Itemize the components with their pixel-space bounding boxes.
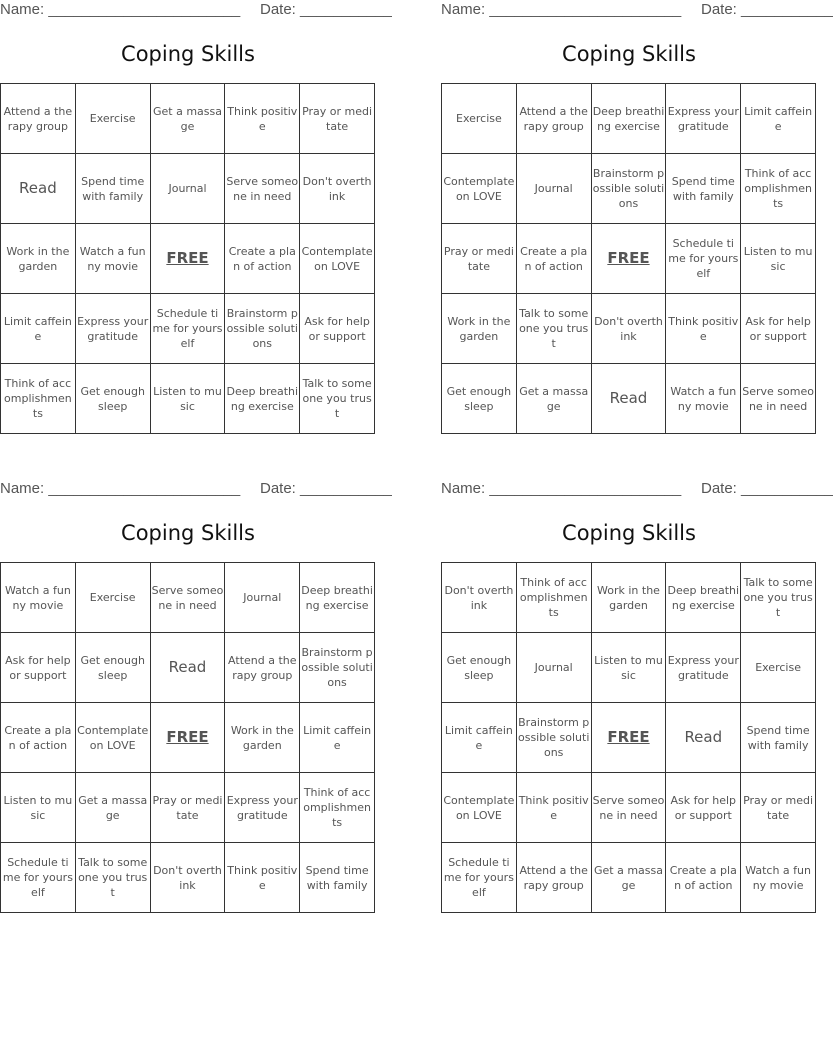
name-field-label: Name: _______________________ <box>0 480 241 497</box>
bingo-cell: Think of accomplishments <box>1 364 76 434</box>
bingo-cell: Pray or meditate <box>300 84 375 154</box>
bingo-cell: Read <box>151 633 226 703</box>
bingo-cell: Express your gratitude <box>225 773 300 843</box>
bingo-cell: Exercise <box>76 84 151 154</box>
card-header <box>441 479 833 499</box>
bingo-cell: Contemplate on LOVE <box>442 154 517 224</box>
bingo-cell: Don't overthink <box>592 294 667 364</box>
bingo-cell: Spend time with family <box>666 154 741 224</box>
card-title: Coping Skills <box>562 521 696 545</box>
bingo-cell: Work in the garden <box>1 224 76 294</box>
bingo-cell: Brainstorm possible solutions <box>517 703 592 773</box>
bingo-cell: Limit caffeine <box>1 294 76 364</box>
bingo-cell: Exercise <box>741 633 816 703</box>
bingo-cell: Watch a funny movie <box>76 224 151 294</box>
bingo-cell: Contemplate on LOVE <box>300 224 375 294</box>
bingo-cell: Watch a funny movie <box>741 843 816 913</box>
bingo-cell: Think positive <box>225 843 300 913</box>
bingo-cell: Work in the garden <box>225 703 300 773</box>
bingo-grid <box>0 83 375 434</box>
bingo-cell: Contemplate on LOVE <box>76 703 151 773</box>
bingo-cell: Talk to someone you trust <box>741 563 816 633</box>
bingo-grid <box>0 562 375 913</box>
bingo-cell: Think of accomplishments <box>741 154 816 224</box>
bingo-cell: Journal <box>517 154 592 224</box>
bingo-cell: Don't overthink <box>151 843 226 913</box>
card-header <box>0 479 392 499</box>
date-field-label: Date: ___________ <box>701 480 833 497</box>
bingo-cell: Schedule time for yourself <box>442 843 517 913</box>
bingo-cell: Ask for help or support <box>741 294 816 364</box>
bingo-cell: Get a massage <box>151 84 226 154</box>
bingo-cell: Pray or meditate <box>442 224 517 294</box>
card-header <box>441 0 833 20</box>
free-space-cell: FREE <box>592 224 667 294</box>
bingo-cell: Create a plan of action <box>517 224 592 294</box>
card-title: Coping Skills <box>562 42 696 66</box>
bingo-cell: Get a massage <box>517 364 592 434</box>
bingo-cell: Exercise <box>76 563 151 633</box>
date-field-label: Date: ___________ <box>701 1 833 18</box>
bingo-cell: Deep breathing exercise <box>225 364 300 434</box>
bingo-cell: Read <box>1 154 76 224</box>
free-space-cell: FREE <box>151 224 226 294</box>
bingo-cell: Ask for help or support <box>666 773 741 843</box>
bingo-cell: Ask for help or support <box>300 294 375 364</box>
bingo-cell: Think positive <box>666 294 741 364</box>
bingo-cell: Schedule time for yourself <box>1 843 76 913</box>
bingo-cell: Schedule time for yourself <box>666 224 741 294</box>
bingo-cell: Create a plan of action <box>225 224 300 294</box>
bingo-cell: Think of accomplishments <box>300 773 375 843</box>
bingo-cell: Don't overthink <box>300 154 375 224</box>
bingo-cell: Schedule time for yourself <box>151 294 226 364</box>
bingo-cell: Get enough sleep <box>76 633 151 703</box>
bingo-cell: Serve someone in need <box>741 364 816 434</box>
name-field-label: Name: _______________________ <box>441 1 682 18</box>
bingo-grid <box>441 562 816 913</box>
bingo-cell: Attend a therapy group <box>1 84 76 154</box>
card-header <box>0 0 392 20</box>
bingo-cell: Serve someone in need <box>592 773 667 843</box>
bingo-cell: Listen to music <box>741 224 816 294</box>
bingo-cell: Read <box>592 364 667 434</box>
bingo-cell: Limit caffeine <box>300 703 375 773</box>
bingo-cell: Brainstorm possible solutions <box>300 633 375 703</box>
name-field-label: Name: _______________________ <box>0 1 241 18</box>
free-space-cell: FREE <box>592 703 667 773</box>
bingo-cell: Listen to music <box>151 364 226 434</box>
bingo-cell: Think positive <box>517 773 592 843</box>
bingo-cell: Deep breathing exercise <box>666 563 741 633</box>
bingo-cell: Get enough sleep <box>76 364 151 434</box>
date-field-label: Date: ___________ <box>260 480 392 497</box>
bingo-grid <box>441 83 816 434</box>
bingo-cell: Talk to someone you trust <box>517 294 592 364</box>
bingo-cell: Attend a therapy group <box>517 84 592 154</box>
bingo-cell: Create a plan of action <box>1 703 76 773</box>
bingo-cell: Deep breathing exercise <box>592 84 667 154</box>
bingo-cell: Listen to music <box>592 633 667 703</box>
bingo-cell: Get a massage <box>592 843 667 913</box>
bingo-cell: Journal <box>517 633 592 703</box>
bingo-cell: Deep breathing exercise <box>300 563 375 633</box>
bingo-cell: Serve someone in need <box>151 563 226 633</box>
bingo-cell: Spend time with family <box>76 154 151 224</box>
bingo-cell: Limit caffeine <box>442 703 517 773</box>
bingo-cell: Spend time with family <box>300 843 375 913</box>
bingo-cell: Express your gratitude <box>666 633 741 703</box>
bingo-cell: Work in the garden <box>592 563 667 633</box>
bingo-cell: Exercise <box>442 84 517 154</box>
bingo-cell: Talk to someone you trust <box>300 364 375 434</box>
bingo-cell: Listen to music <box>1 773 76 843</box>
bingo-cell: Read <box>666 703 741 773</box>
bingo-cell: Journal <box>225 563 300 633</box>
bingo-cell: Watch a funny movie <box>666 364 741 434</box>
bingo-cell: Limit caffeine <box>741 84 816 154</box>
bingo-cell: Pray or meditate <box>151 773 226 843</box>
bingo-cell: Work in the garden <box>442 294 517 364</box>
bingo-cell: Get a massage <box>76 773 151 843</box>
bingo-cell: Spend time with family <box>741 703 816 773</box>
bingo-cell: Talk to someone you trust <box>76 843 151 913</box>
bingo-cell: Pray or meditate <box>741 773 816 843</box>
bingo-cell: Brainstorm possible solutions <box>225 294 300 364</box>
bingo-cell: Express your gratitude <box>666 84 741 154</box>
bingo-cell: Create a plan of action <box>666 843 741 913</box>
bingo-cell: Watch a funny movie <box>1 563 76 633</box>
bingo-cell: Serve someone in need <box>225 154 300 224</box>
bingo-cell: Don't overthink <box>442 563 517 633</box>
bingo-cell: Express your gratitude <box>76 294 151 364</box>
bingo-cell: Get enough sleep <box>442 364 517 434</box>
bingo-cell: Get enough sleep <box>442 633 517 703</box>
bingo-cell: Attend a therapy group <box>517 843 592 913</box>
bingo-cell: Think positive <box>225 84 300 154</box>
card-title: Coping Skills <box>121 42 255 66</box>
free-space-cell: FREE <box>151 703 226 773</box>
bingo-cell: Think of accomplishments <box>517 563 592 633</box>
name-field-label: Name: _______________________ <box>441 480 682 497</box>
bingo-cell: Attend a therapy group <box>225 633 300 703</box>
date-field-label: Date: ___________ <box>260 1 392 18</box>
bingo-cell: Contemplate on LOVE <box>442 773 517 843</box>
bingo-cell: Ask for help or support <box>1 633 76 703</box>
bingo-cell: Journal <box>151 154 226 224</box>
bingo-cell: Brainstorm possible solutions <box>592 154 667 224</box>
card-title: Coping Skills <box>121 521 255 545</box>
